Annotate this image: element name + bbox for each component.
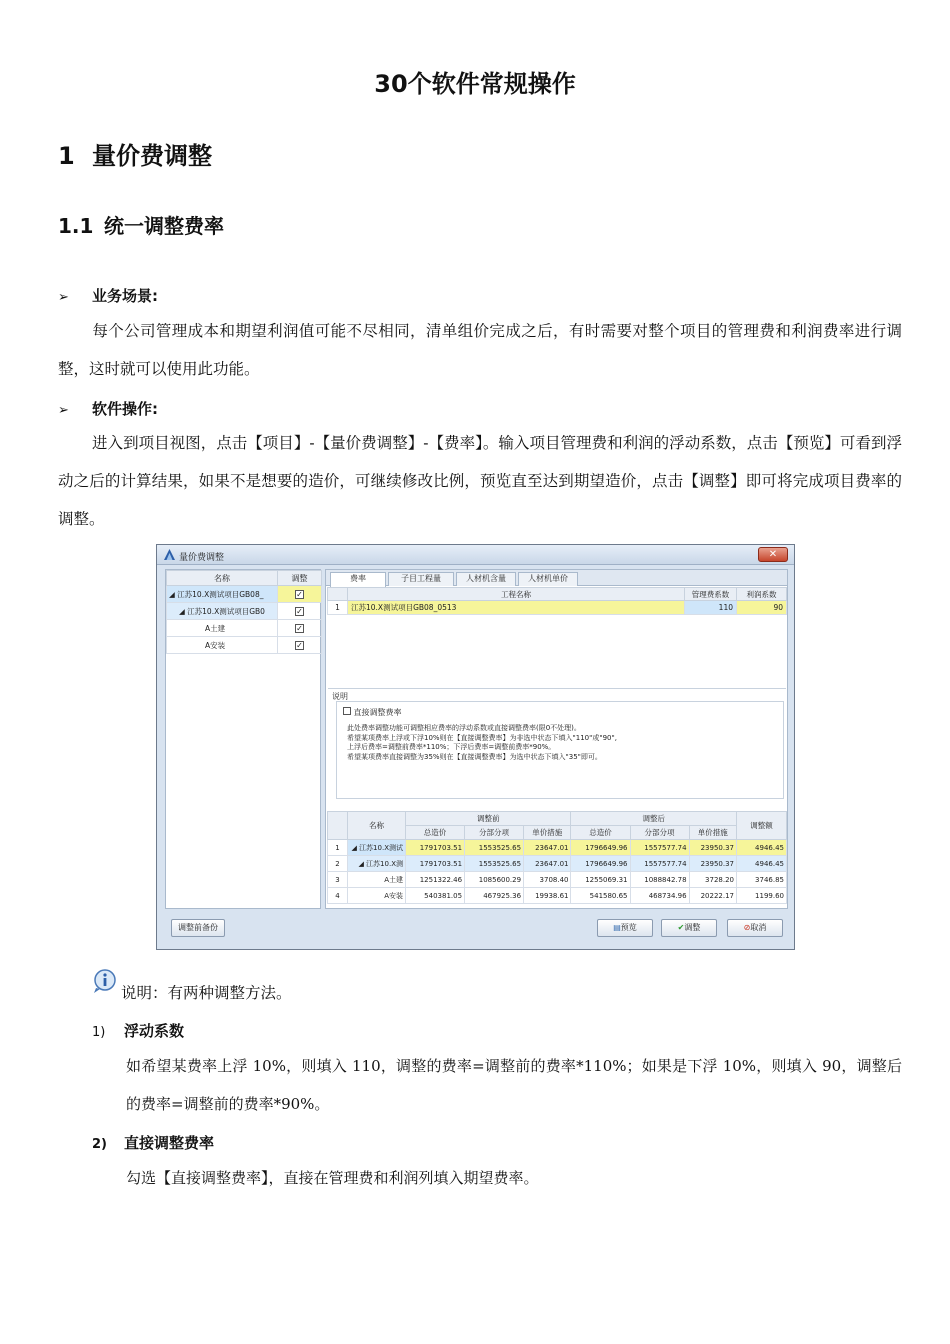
method-1-text: 如希望某费率上浮 10%，则填入 110，调整的费率=调整前的费率*110%；如果是下浮 10%，则填入 90，调整后的费率=调整前的费率*90%。 bbox=[126, 1057, 902, 1113]
col-section-after: 分部分项 bbox=[630, 826, 689, 840]
project-tree-table bbox=[166, 570, 322, 654]
row-index: 1 bbox=[328, 840, 348, 856]
cell: 541580.65 bbox=[571, 888, 630, 904]
tree-row-name: A土建 bbox=[167, 620, 278, 637]
col-name-header: 名称 bbox=[348, 812, 406, 840]
heading-1-number: 1 bbox=[58, 142, 75, 170]
tab-material-price[interactable]: 人材机单价 bbox=[518, 572, 578, 586]
row-name: ◢ 江苏10.X测 bbox=[348, 856, 406, 872]
table-row[interactable] bbox=[328, 856, 787, 872]
cancel-button[interactable] bbox=[727, 919, 783, 937]
backup-button[interactable]: 调整前备份 bbox=[171, 919, 225, 937]
row-index: 3 bbox=[328, 872, 348, 888]
tree-row[interactable] bbox=[167, 586, 322, 603]
paragraph-operation-text: 进入到项目视图，点击【项目】-【量价费调整】-【费率】。输入项目管理费和利润的浮动系数，点击【预览】可看到浮动之后的计算结果，如果不是想要的造价，可继续修改比例，预览直至达到期望造价，点击【调整】即可将完成项目费率的调整。 bbox=[58, 434, 902, 528]
preview-label: 预览 bbox=[620, 923, 637, 932]
cell: 1088842.78 bbox=[630, 872, 689, 888]
note-line: 希望某项费率上浮或下浮10%则在【直接调整费率】为非选中状态下填入"110"或"90", bbox=[347, 733, 617, 742]
col-measure-before: 单价措施 bbox=[524, 826, 571, 840]
arrow-bullet-icon: ➢ bbox=[58, 403, 69, 418]
cell: 1791703.51 bbox=[406, 856, 465, 872]
bullet-scenario-text: 业务场景: bbox=[92, 287, 158, 305]
project-name-cell: 江苏10.X测试项目GB08_0513 bbox=[348, 601, 685, 615]
cell: 23647.01 bbox=[524, 840, 571, 856]
row-index: 1 bbox=[328, 601, 348, 615]
bullet-operation bbox=[58, 398, 158, 419]
tree-row[interactable] bbox=[167, 620, 322, 637]
check-icon: ✔ bbox=[677, 923, 685, 932]
tree-row-name: ◢ 江苏10.X测试项目GB0 bbox=[167, 603, 278, 620]
method-2-title: 直接调整费率 bbox=[124, 1134, 215, 1152]
preview-button[interactable] bbox=[597, 919, 653, 937]
dialog-titlebar bbox=[157, 545, 794, 565]
cancel-icon: ⊘ bbox=[743, 923, 751, 932]
cell: 468734.96 bbox=[630, 888, 689, 904]
row-index: 2 bbox=[328, 856, 348, 872]
cell: 1557577.74 bbox=[630, 840, 689, 856]
method-2-number: 2) bbox=[92, 1137, 107, 1152]
cell: 1199.60 bbox=[737, 888, 787, 904]
heading-1 bbox=[58, 136, 212, 171]
table-row[interactable] bbox=[328, 872, 787, 888]
method-1-number: 1) bbox=[92, 1025, 106, 1040]
cancel-label: 取消 bbox=[750, 923, 767, 932]
adjust-button[interactable] bbox=[661, 919, 717, 937]
note-label: 说明：有两种调整方法。 bbox=[121, 984, 292, 1002]
tree-row[interactable] bbox=[167, 603, 322, 620]
cell: 1557577.74 bbox=[630, 856, 689, 872]
paragraph-scenario bbox=[58, 312, 902, 388]
heading-2-text: 统一调整费率 bbox=[104, 214, 224, 238]
row-name: A土建 bbox=[348, 872, 406, 888]
cell: 19938.61 bbox=[524, 888, 571, 904]
note-title: 说明 bbox=[332, 692, 348, 701]
direct-adjust-option[interactable] bbox=[343, 707, 402, 718]
cell: 23950.37 bbox=[689, 856, 736, 872]
adjust-detail-panel bbox=[325, 569, 788, 909]
doc-title: 30个软件常规操作 bbox=[374, 70, 576, 98]
cell: 4946.45 bbox=[737, 856, 787, 872]
dialog-title: 量价费调整 bbox=[179, 553, 225, 563]
col-profit-factor-header: 利润系数 bbox=[737, 588, 787, 601]
cell: 3746.85 bbox=[737, 872, 787, 888]
tab-rate[interactable]: 费率 bbox=[330, 572, 386, 587]
adjust-checkbox[interactable]: ✓ bbox=[296, 589, 303, 599]
direct-adjust-checkbox[interactable] bbox=[343, 707, 351, 715]
table-row[interactable] bbox=[328, 601, 787, 615]
col-adjust-header: 调整 bbox=[278, 571, 322, 586]
bullet-operation-text: 软件操作: bbox=[92, 400, 158, 418]
paragraph-scenario-text: 每个公司管理成本和期望利润值可能不尽相同，清单组价完成之后，有时需要对整个项目的管理费和利润费率进行调整，这时就可以使用此功能。 bbox=[58, 322, 902, 378]
note-line: 此处费率调整功能可调整相应费率的浮动系数或直接调整费率(限0不处理)。 bbox=[347, 724, 581, 732]
col-total-after: 总造价 bbox=[571, 826, 630, 840]
cell: 1553525.65 bbox=[465, 856, 524, 872]
cell: 1796649.96 bbox=[571, 840, 630, 856]
col-name-header: 名称 bbox=[167, 571, 278, 586]
cell: 20222.17 bbox=[689, 888, 736, 904]
close-button[interactable]: ✕ bbox=[758, 547, 788, 562]
note-section bbox=[328, 688, 786, 804]
tree-row[interactable] bbox=[167, 637, 322, 654]
rate-table bbox=[327, 587, 787, 615]
adjust-checkbox[interactable]: ✓ bbox=[296, 606, 303, 616]
cell: 23647.01 bbox=[524, 856, 571, 872]
table-row[interactable] bbox=[328, 888, 787, 904]
note-text bbox=[347, 724, 777, 762]
col-section-before: 分部分项 bbox=[465, 826, 524, 840]
col-diff-header: 调整额 bbox=[737, 812, 787, 840]
cell: 1791703.51 bbox=[406, 840, 465, 856]
bullet-scenario bbox=[58, 285, 158, 306]
arrow-bullet-icon: ➢ bbox=[58, 290, 69, 305]
group-after-header: 调整后 bbox=[571, 812, 737, 826]
heading-1-text: 量价费调整 bbox=[92, 142, 212, 170]
col-measure-after: 单价措施 bbox=[689, 826, 736, 840]
method-1-heading bbox=[92, 1020, 184, 1041]
cell: 3728.20 bbox=[689, 872, 736, 888]
mgmt-factor-input[interactable]: 110 bbox=[685, 601, 737, 615]
cell: 1255069.31 bbox=[571, 872, 630, 888]
row-name: A安装 bbox=[348, 888, 406, 904]
price-adjust-dialog bbox=[156, 544, 795, 950]
heading-2-number: 1.1 bbox=[58, 214, 94, 238]
tree-row-name: ◢ 江苏10.X测试项目GB08_ bbox=[167, 586, 278, 603]
app-logo-icon bbox=[163, 548, 176, 561]
paragraph-operation bbox=[58, 424, 902, 538]
info-icon bbox=[92, 968, 120, 994]
method-2-heading bbox=[92, 1132, 214, 1153]
preview-icon: ▤ bbox=[613, 923, 621, 932]
note-line: 上浮后费率=调整前费率*110%；下浮后费率=调整前费率*90%。 bbox=[347, 743, 556, 751]
tab-quantity[interactable]: 子目工程量 bbox=[388, 572, 454, 586]
cell: 1085600.29 bbox=[465, 872, 524, 888]
cell: 1251322.46 bbox=[406, 872, 465, 888]
adjust-label: 调整 bbox=[684, 923, 701, 932]
note-box bbox=[336, 701, 784, 799]
direct-adjust-label: 直接调整费率 bbox=[353, 708, 402, 717]
row-name: ◢ 江苏10.X测试 bbox=[348, 840, 406, 856]
col-mgmt-factor-header: 管理费系数 bbox=[685, 588, 737, 601]
group-before-header: 调整前 bbox=[406, 812, 571, 826]
heading-2 bbox=[58, 210, 224, 239]
row-index: 4 bbox=[328, 888, 348, 904]
cell: 23950.37 bbox=[689, 840, 736, 856]
cell: 3708.40 bbox=[524, 872, 571, 888]
method-2-text: 勾选【直接调整费率】，直接在管理费和利润列填入期望费率。 bbox=[126, 1169, 539, 1187]
tab-material-content[interactable]: 人材机含量 bbox=[456, 572, 516, 586]
col-total-before: 总造价 bbox=[406, 826, 465, 840]
cell: 1796649.96 bbox=[571, 856, 630, 872]
cell: 4946.45 bbox=[737, 840, 787, 856]
tree-row-name: A安装 bbox=[167, 637, 278, 654]
comparison-table bbox=[327, 811, 787, 904]
project-tree-panel bbox=[165, 569, 321, 909]
method-1-title: 浮动系数 bbox=[124, 1022, 185, 1040]
table-row[interactable] bbox=[328, 840, 787, 856]
cell: 467925.36 bbox=[465, 888, 524, 904]
profit-factor-input[interactable]: 90 bbox=[737, 601, 787, 615]
adjust-checkbox[interactable]: ✓ bbox=[296, 640, 303, 650]
adjust-checkbox[interactable]: ✓ bbox=[296, 623, 303, 633]
cell: 540381.05 bbox=[406, 888, 465, 904]
note-line: 希望某项费率直接调整为35%则在【直接调整费率】为选中状态下填入"35"即可。 bbox=[347, 752, 602, 761]
col-project-name-header: 工程名称 bbox=[348, 588, 685, 601]
cell: 1553525.65 bbox=[465, 840, 524, 856]
tab-bar bbox=[326, 570, 787, 586]
